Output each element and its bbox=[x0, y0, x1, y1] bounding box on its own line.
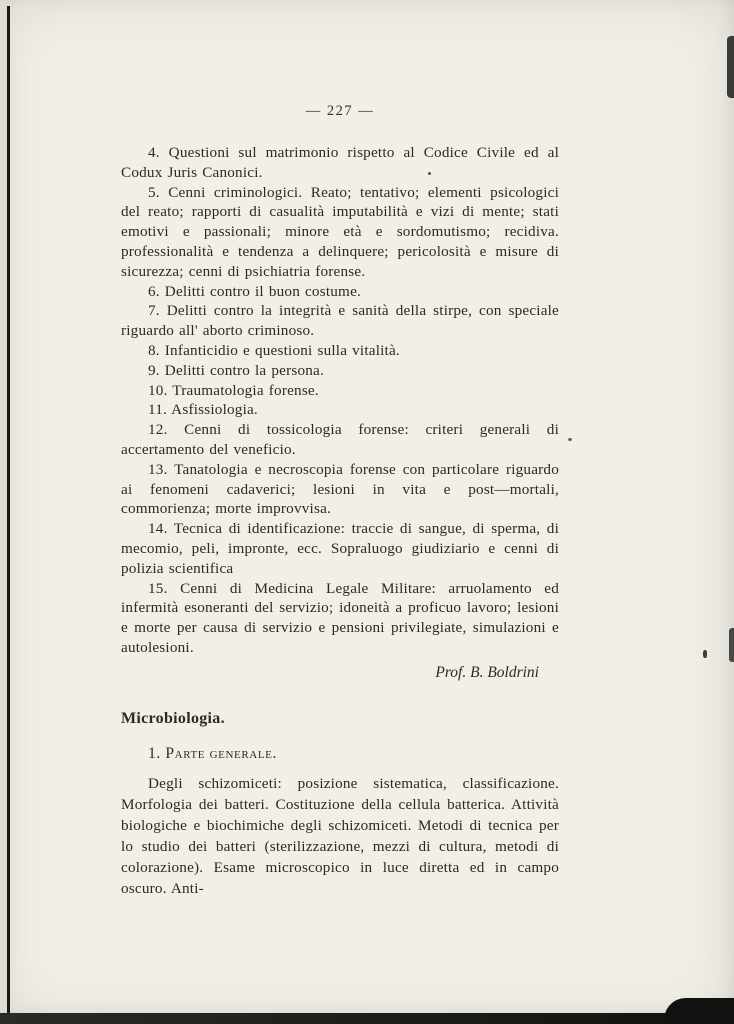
section-heading: Microbiologia. bbox=[121, 709, 225, 727]
list-item: 15. Cenni di Medicina Legale Militare: arruolamento ed infermità esoneranti del servizio; idoneità a proficuo lavoro; lesioni e morte per causa di servizio e pensioni privilegiate, simulazioni e autolesioni. bbox=[121, 579, 559, 656]
section-paragraph: Degli schizomiceti: posizione sistematica, classificazione. Morfologia dei batteri. Costituzione della cellula batterica. Attività biologiche e biochimiche degli schizomiceti. Metodi di tecnica per lo studio dei batteri (sterilizzazione, mezzi di cultura, metodi di colorazione). Esame microscopico in luce diretta ed in campo oscuro. Anti- bbox=[121, 774, 559, 897]
list-item: 5. Cenni criminologici. Reato; tentativo; elementi psicologici del reato; rapporti di casualità imputabilità e vizi di mente; stati emotivi e passionali; minore età e sordomutismo; recidiva. professionalità e tendenza a delinquere; pericolosità e misure di sicurezza; cenni di psichiatria forense. bbox=[121, 183, 559, 280]
list-item: 12. Cenni di tossicologia forense: criteri generali di accertamento del veneficio. bbox=[121, 421, 559, 458]
list-item: 11. Asfissiologia. bbox=[148, 401, 258, 419]
scan-speck bbox=[703, 650, 707, 658]
list-item: 10. Traumatologia forense. bbox=[148, 381, 319, 399]
scan-left-edge bbox=[0, 0, 7, 1024]
list-item: 13. Tanatologia e necroscopia forense con particolare riguardo ai fenomeni cadaverici; lesioni in vita e post—mortali, commorienza; morte improvvisa. bbox=[121, 460, 559, 518]
scan-bottom-right-corner bbox=[664, 998, 734, 1024]
page-number: — 227 — bbox=[305, 103, 375, 119]
scan-right-smudge-mid bbox=[729, 628, 734, 662]
scan-left-fold-line bbox=[7, 6, 10, 1024]
page-text-block bbox=[121, 103, 559, 899]
list-item: 14. Tecnica di identificazione: traccie di sangue, di sperma, di mecomio, peli, impronte, ecc. Sopraluogo giudiziario e cenni di polizia scientifica bbox=[121, 520, 559, 577]
section-subheading: 1. Parte generale. bbox=[148, 744, 277, 762]
list-item: 7. Delitti contro la integrità e sanità della stirpe, con speciale riguardo all' aborto criminoso. bbox=[121, 302, 559, 340]
scan-bottom-edge bbox=[0, 1013, 734, 1024]
scan-right-smudge-top bbox=[727, 36, 734, 98]
list-item: 4. Questioni sul matrimonio rispetto al Codice Civile ed al Codux Juris Canonici. bbox=[121, 144, 559, 181]
list-item: 8. Infanticidio e questioni sulla vitalità. bbox=[148, 341, 400, 359]
scan-speck bbox=[568, 438, 572, 441]
list-item: 9. Delitti contro la persona. bbox=[148, 361, 324, 379]
list-item: 6. Delitti contro il buon costume. bbox=[148, 282, 362, 300]
author-signature: Prof. B. Boldrini bbox=[435, 663, 539, 681]
